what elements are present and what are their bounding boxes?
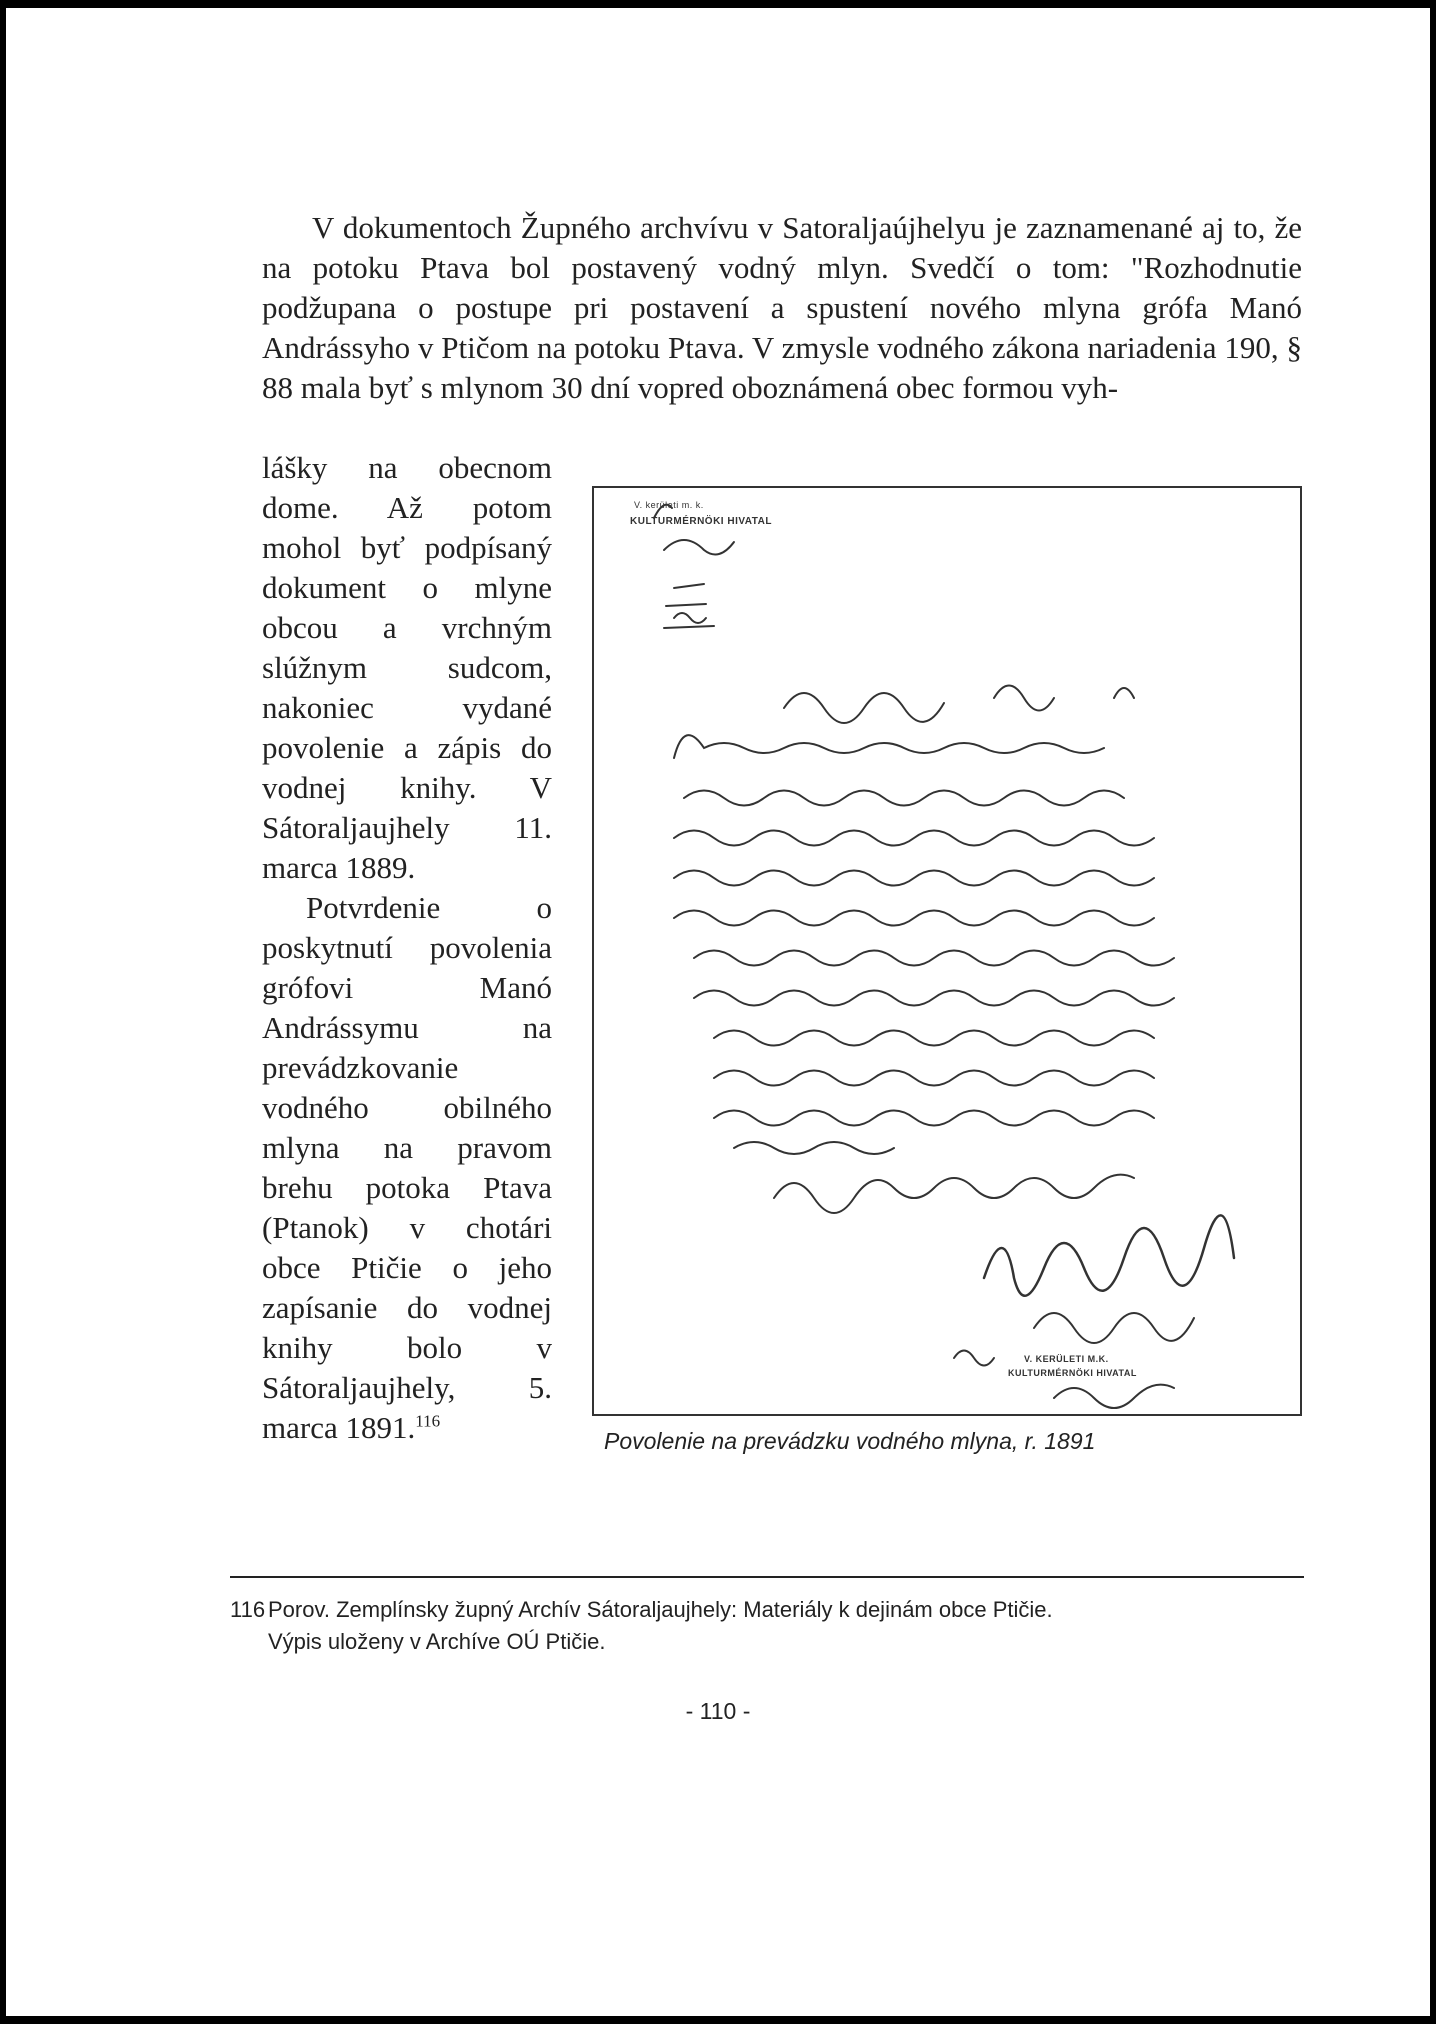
- footnote-text-1: Porov. Zemplínsky župný Archív Sátoraljaujhely: Materiály k dejinám obce Ptičie.: [268, 1597, 1053, 1622]
- document-photo: [592, 486, 1302, 1416]
- footnote-number: 116: [230, 1597, 266, 1622]
- handwriting-illustration: [594, 488, 1302, 1416]
- stamp-bottom-line1: V. KERÜLETI M.K.: [1024, 1354, 1109, 1364]
- footnote-line-1: [230, 1594, 1310, 1626]
- stamp-top-small: V. kerületi m. k.: [634, 500, 704, 510]
- footnote-separator: [230, 1576, 1304, 1578]
- stamp-bottom-line2: KULTURMÉRNÖKI HIVATAL: [1008, 1368, 1137, 1378]
- paragraph-1-text: V dokumentoch Župného archvívu v Satoraljaújhelyu je zaznamenané aj to, že na potoku Ptava bol postavený vodný mlyn. Svedčí o tom: "Rozhodnutie podžupana o postupe pri postavení a spustení nového mlyna grófa Manó Andrássyho v Ptičom na potoku Ptava. V zmysle vodného zákona nariadenia 190, § 88 mala byť s mlynom 30 dní vopred oboznámená obec formou vyh-: [262, 210, 1302, 405]
- paragraph-2-text: Potvrdenie o poskytnutí povolenia grófovi Manó Andrássymu na prevádzkovanie vodného obilného mlyna na pravom brehu potoka Ptava (Ptanok) v chotári obce Ptičie o jeho zapísanie do vodnej knihy bolo v Sátoraljaujhely, 5. marca 1891.: [262, 890, 552, 1445]
- body-paragraph-1: [262, 208, 1302, 408]
- paragraph-1-continued: lášky na obecnom dome. Až potom mohol byť podpísaný dokument o mlyne obcou a vrchným slúžnym sudcom, nakoniec vydané povolenie a zápis do vodnej knihy. V Sátoraljaujhely 11. marca 1889.: [262, 450, 552, 885]
- text-column: [262, 448, 552, 1448]
- footnote-reference[interactable]: 116: [415, 1411, 441, 1431]
- figure-caption: Povolenie na prevádzku vodného mlyna, r. 1891: [604, 1428, 1096, 1454]
- footnote-text-2: Výpis uloženy v Archíve OÚ Ptičie.: [268, 1629, 606, 1654]
- paragraph-2: [262, 888, 552, 1448]
- page-number: - 110 -: [685, 1698, 751, 1724]
- stamp-top: KULTURMÉRNÖKI HIVATAL: [630, 516, 772, 527]
- page: [6, 8, 1430, 2016]
- footnote: [230, 1594, 1310, 1658]
